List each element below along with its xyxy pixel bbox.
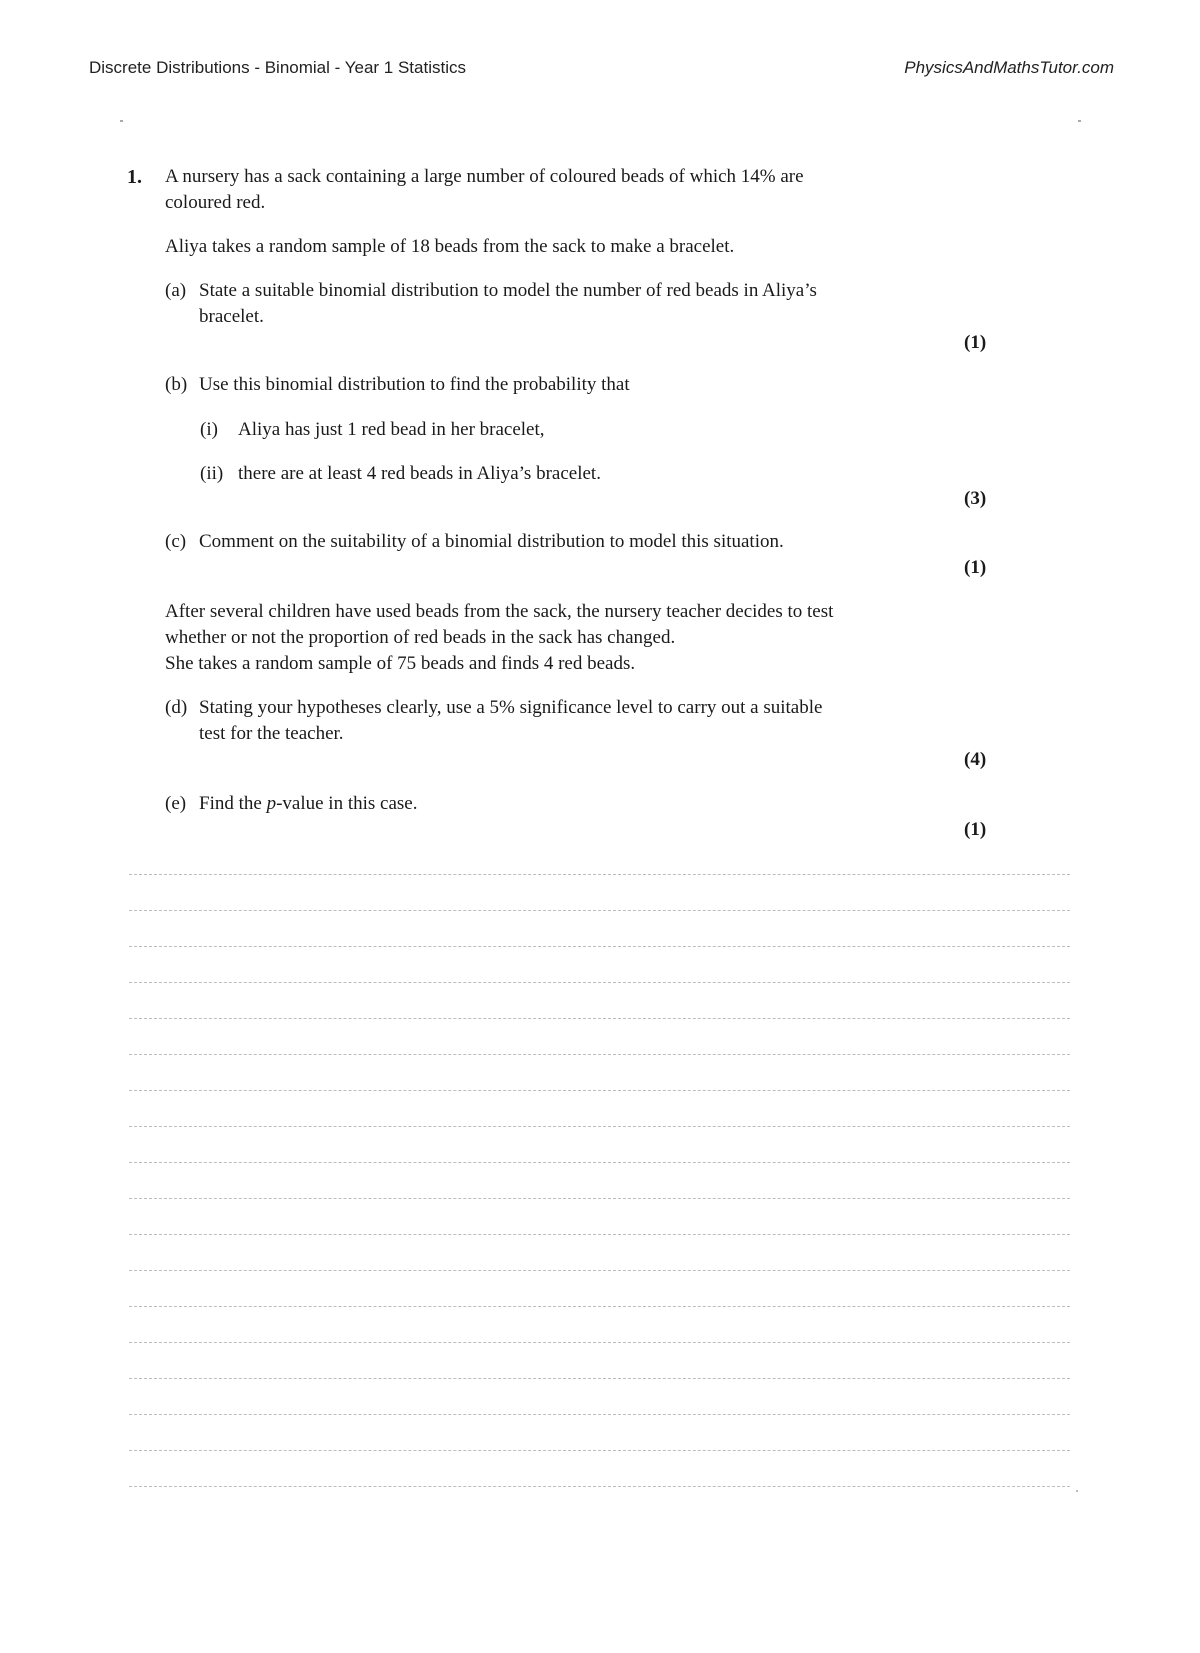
answer-line[interactable] xyxy=(129,1054,1070,1055)
answer-line[interactable] xyxy=(129,1234,1070,1235)
answer-line[interactable] xyxy=(129,1378,1070,1379)
part-e-text-after: -value in this case. xyxy=(276,793,418,814)
part-b-label: (b) xyxy=(165,374,188,395)
part-e-text-before: Find the xyxy=(199,793,267,814)
answer-line[interactable] xyxy=(129,982,1070,983)
part-b-marks: (3) xyxy=(964,488,987,509)
part-d-line-1: Stating your hypotheses clearly, use a 5% significance level to carry out a suitable xyxy=(199,697,823,718)
context-line-1: After several children have used beads from the sack, the nursery teacher decides to test xyxy=(165,601,834,622)
answer-line[interactable] xyxy=(129,1306,1070,1307)
header-title: Discrete Distributions - Binomial - Year 1 Statistics xyxy=(89,58,466,77)
part-e-text xyxy=(199,791,959,817)
page-corner-mark-right xyxy=(1078,120,1081,122)
question-sample-text: Aliya takes a random sample of 18 beads from the sack to make a bracelet. xyxy=(165,236,735,257)
answer-line[interactable] xyxy=(129,1126,1070,1127)
answer-line[interactable] xyxy=(129,1198,1070,1199)
context-line-2: whether or not the proportion of red beads in the sack has changed. xyxy=(165,627,676,648)
question-intro-line-1: A nursery has a sack containing a large number of coloured beads of which 14% are xyxy=(165,166,804,187)
part-c-label: (c) xyxy=(165,531,187,552)
part-a-line-1: State a suitable binomial distribution to model the number of red beads in Aliya’s xyxy=(199,280,817,301)
answer-line[interactable] xyxy=(129,1486,1070,1487)
part-b-ii-text: there are at least 4 red beads in Aliya’s bracelet. xyxy=(238,463,601,484)
answer-line-end-mark xyxy=(1076,1490,1078,1492)
answer-line[interactable] xyxy=(129,1450,1070,1451)
part-d-label: (d) xyxy=(165,697,188,718)
part-e-label: (e) xyxy=(165,793,187,814)
header-site-name: PhysicsAndMathsTutor.com xyxy=(904,58,1114,77)
context-line-3: She takes a random sample of 75 beads and finds 4 red beads. xyxy=(165,653,636,674)
question-intro-line-2: coloured red. xyxy=(165,192,266,213)
question-number: 1. xyxy=(127,166,142,188)
part-a-label: (a) xyxy=(165,280,187,301)
page-corner-mark-left xyxy=(120,120,123,122)
answer-line[interactable] xyxy=(129,946,1070,947)
answer-line[interactable] xyxy=(129,1162,1070,1163)
answer-line[interactable] xyxy=(129,1090,1070,1091)
part-a-marks: (1) xyxy=(964,332,987,353)
answer-line[interactable] xyxy=(129,1018,1070,1019)
part-a-line-2: bracelet. xyxy=(199,306,264,327)
answer-line[interactable] xyxy=(129,874,1070,875)
part-e-variable: p xyxy=(266,793,277,814)
part-c-marks: (1) xyxy=(964,557,987,578)
part-b-i-label: (i) xyxy=(200,419,218,440)
part-d-marks: (4) xyxy=(964,749,987,770)
answer-line[interactable] xyxy=(129,910,1070,911)
part-c-text: Comment on the suitability of a binomial distribution to model this situation. xyxy=(199,531,784,552)
part-b-i-text: Aliya has just 1 red bead in her bracelet, xyxy=(238,419,545,440)
answer-line[interactable] xyxy=(129,1414,1070,1415)
part-b-ii-label: (ii) xyxy=(200,463,224,484)
part-d-line-2: test for the teacher. xyxy=(199,723,344,744)
answer-line[interactable] xyxy=(129,1342,1070,1343)
part-b-text: Use this binomial distribution to find the probability that xyxy=(199,374,630,395)
answer-line[interactable] xyxy=(129,1270,1070,1271)
part-e-marks: (1) xyxy=(964,819,987,840)
